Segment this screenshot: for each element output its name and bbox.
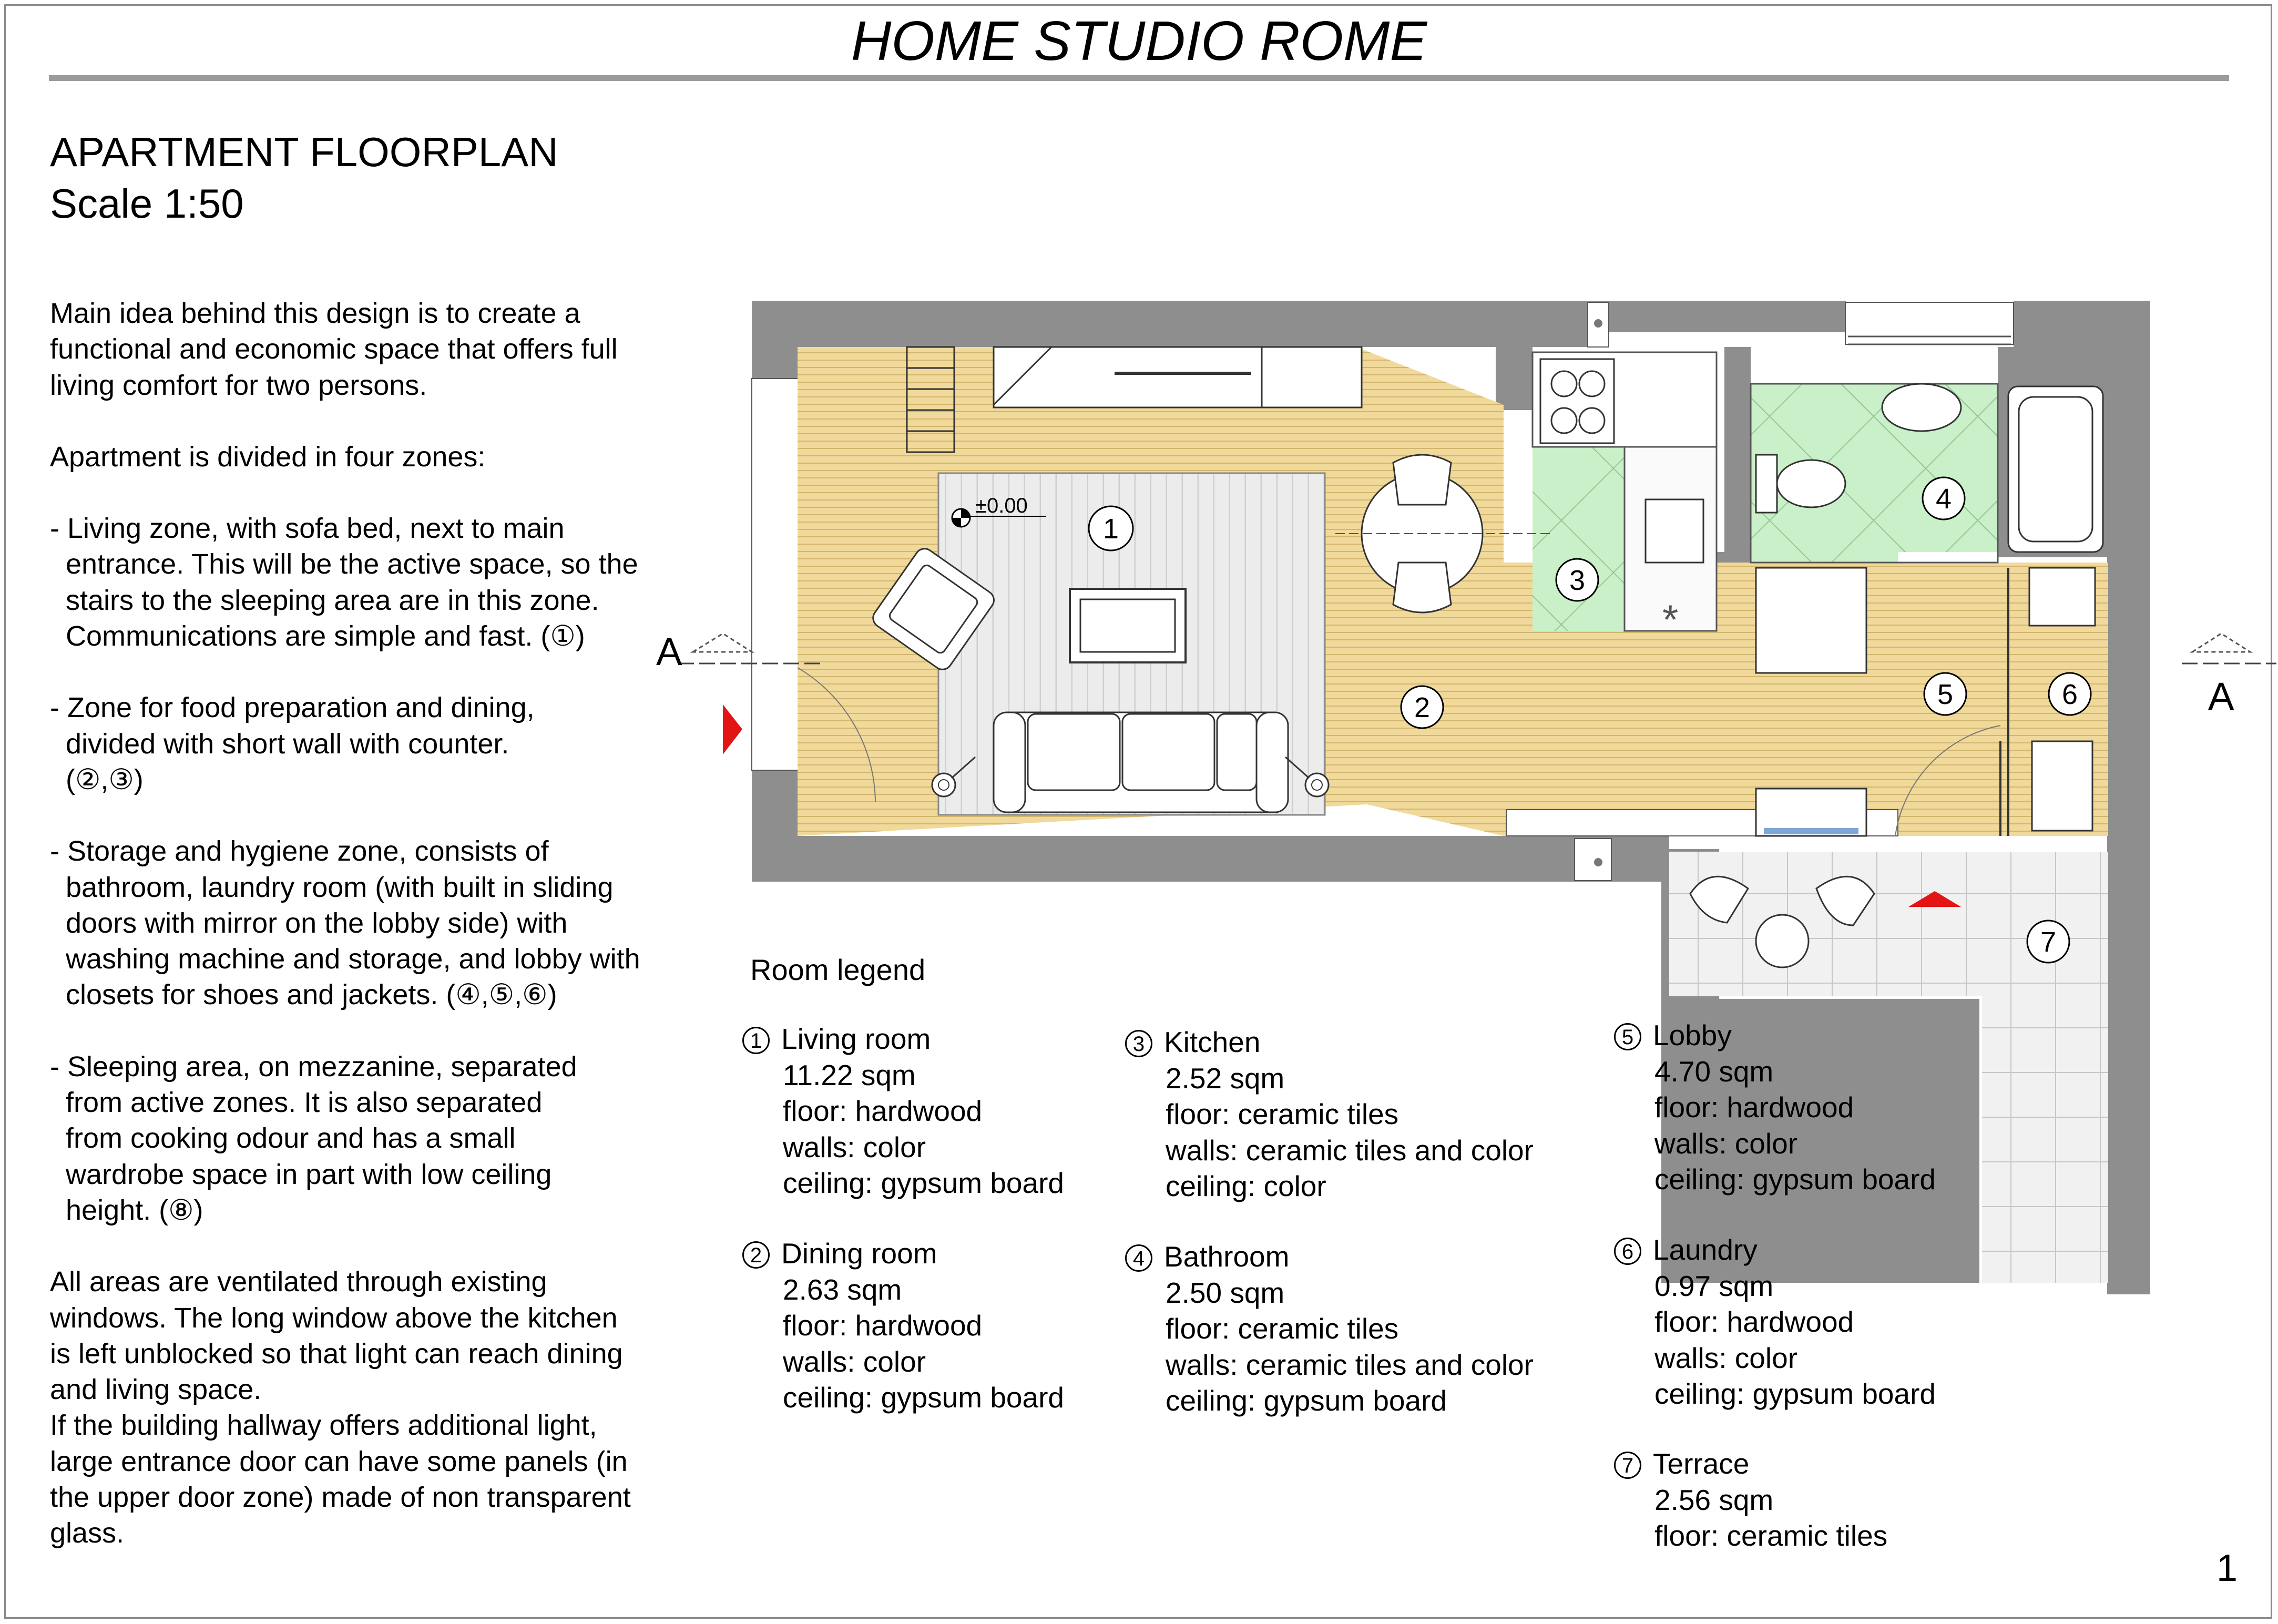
- description-line: Main idea behind this design is to create a: [50, 298, 580, 329]
- legend-area: 4.70 sqm: [1654, 1055, 1774, 1088]
- legend-walls: walls: ceramic tiles and color: [1166, 1133, 1534, 1167]
- toilet: [1777, 460, 1845, 507]
- legend-room-name: Kitchen: [1164, 1026, 1261, 1058]
- legend-floor: floor: ceramic tiles: [1654, 1519, 1888, 1552]
- legend-walls: walls: color: [1654, 1127, 1798, 1160]
- dining-chair: [1393, 563, 1451, 612]
- description-line: living comfort for two persons.: [50, 369, 427, 401]
- room-number: 5: [1937, 679, 1954, 710]
- legend-room-name: Laundry: [1653, 1233, 1758, 1266]
- room-number: 4: [1935, 483, 1952, 515]
- legend-walls: walls: color: [783, 1345, 926, 1378]
- description-line: stairs to the sleeping area are in this zone.: [50, 584, 599, 616]
- legend-title: Room legend: [750, 953, 926, 986]
- room-number: 7: [2040, 926, 2057, 958]
- plan-scale: Scale 1:50: [50, 180, 244, 227]
- legend-entry-terrace: [1614, 1446, 1887, 1554]
- legend-area: 11.22 sqm: [783, 1058, 916, 1091]
- plan-heading: APARTMENT FLOORPLAN: [50, 129, 558, 175]
- legend-number: 4: [1125, 1244, 1152, 1272]
- section-label-right: A: [2208, 675, 2234, 718]
- description-line: Communications are simple and fast. (①): [50, 620, 585, 652]
- description-line: - Living zone, with sofa bed, next to main: [50, 513, 565, 545]
- legend-walls: walls: color: [783, 1130, 926, 1163]
- stove: [1540, 359, 1614, 443]
- legend-area: 2.52 sqm: [1166, 1061, 1285, 1095]
- legend-number: 3: [1125, 1030, 1152, 1057]
- legend-floor: floor: ceramic tiles: [1166, 1098, 1399, 1130]
- description-line: Apartment is divided in four zones:: [50, 441, 486, 473]
- storage-cabinet: [2032, 741, 2092, 831]
- terrace-table: [1756, 915, 1809, 967]
- section-label-left: A: [656, 630, 682, 673]
- sheet-title: HOME STUDIO ROME: [851, 10, 1427, 72]
- description-line: from cooking odour and has a small: [50, 1122, 516, 1155]
- entrance-marker-icon: [723, 704, 742, 754]
- legend-floor: floor: hardwood: [1654, 1091, 1854, 1123]
- legend-ceiling: ceiling: color: [1166, 1170, 1326, 1202]
- room-number: 6: [2061, 679, 2078, 710]
- legend-floor: floor: ceramic tiles: [1166, 1312, 1399, 1345]
- room-number: 3: [1569, 565, 1586, 596]
- legend-floor: floor: hardwood: [1654, 1305, 1854, 1338]
- description-line: large entrance door can have some panels (in: [50, 1445, 628, 1477]
- legend-area: 2.56 sqm: [1654, 1483, 1774, 1516]
- legend-number: 7: [1614, 1452, 1641, 1479]
- section-arrow-icon: [693, 634, 752, 652]
- legend-entry-kitchen: [1125, 1024, 1534, 1204]
- page-number: 1: [2216, 1547, 2238, 1589]
- description-line: If the building hallway offers additional light,: [50, 1409, 597, 1442]
- legend-room-name: Terrace: [1653, 1447, 1750, 1480]
- legend-entry-laundry: [1614, 1232, 1936, 1412]
- description-line: (②,③): [50, 763, 144, 795]
- legend-floor: floor: hardwood: [783, 1095, 983, 1127]
- description-line: - Sleeping area, on mezzanine, separated: [50, 1050, 577, 1082]
- description-line: from active zones. It is also separated: [50, 1087, 543, 1119]
- description-line: - Storage and hygiene zone, consists of: [50, 835, 549, 867]
- bathtub: [2008, 386, 2103, 552]
- fridge-icon: *: [1662, 596, 1679, 642]
- legend-ceiling: ceiling: gypsum board: [1166, 1384, 1447, 1417]
- legend-room-name: Living room: [781, 1023, 931, 1055]
- legend-entry-living: [742, 1021, 1064, 1201]
- legend-room-name: Bathroom: [1164, 1240, 1290, 1273]
- section-arrow-icon: [2192, 634, 2250, 652]
- description-line: bathroom, laundry room (with built in sliding: [50, 871, 614, 903]
- sink: [1646, 499, 1703, 563]
- description-line: functional and economic space that offers full: [50, 333, 618, 365]
- legend-ceiling: ceiling: gypsum board: [783, 1381, 1065, 1414]
- description-line: divided with short wall with counter.: [50, 728, 509, 760]
- washing-machine: [2029, 568, 2095, 626]
- legend-number: 1: [742, 1027, 770, 1054]
- legend-room-name: Dining room: [781, 1237, 937, 1270]
- legend-ceiling: ceiling: gypsum board: [1654, 1377, 1936, 1410]
- room-number: 1: [1102, 513, 1119, 545]
- legend-area: 2.50 sqm: [1166, 1276, 1285, 1309]
- description-line: and living space.: [50, 1374, 262, 1406]
- description-line: entrance. This will be the active space, so the: [50, 548, 638, 580]
- dining-chair: [1393, 455, 1451, 505]
- description-line: wardrobe space in part with low ceiling: [50, 1158, 552, 1190]
- description-line: height. (⑧): [50, 1194, 203, 1226]
- description-line: closets for shoes and jackets. (④,⑤,⑥): [50, 979, 557, 1011]
- legend-floor: floor: hardwood: [783, 1309, 983, 1342]
- legend-ceiling: ceiling: gypsum board: [783, 1167, 1065, 1199]
- description-line: windows. The long window above the kitchen: [50, 1302, 618, 1334]
- lobby-strip: [1764, 828, 1858, 834]
- legend-ceiling: ceiling: gypsum board: [1654, 1163, 1936, 1196]
- window-marker: [1594, 319, 1602, 328]
- description-line: doors with mirror on the lobby side) with: [50, 907, 568, 939]
- legend-entry-lobby: [1614, 1017, 1936, 1198]
- description-line: glass.: [50, 1517, 125, 1549]
- description-line: the upper door zone) made of non transparent: [50, 1482, 631, 1514]
- description-line: All areas are ventilated through existing: [50, 1266, 547, 1298]
- description-line: is left unblocked so that light can reach dining: [50, 1337, 623, 1370]
- legend-area: 2.63 sqm: [783, 1273, 902, 1306]
- legend-entry-bathroom: [1125, 1239, 1534, 1419]
- legend-area: 0.97 sqm: [1654, 1269, 1774, 1302]
- closet: [1756, 568, 1866, 673]
- level-label: ±0.00: [975, 494, 1028, 517]
- description-line: - Zone for food preparation and dining,: [50, 692, 535, 724]
- legend-room-name: Lobby: [1653, 1019, 1732, 1051]
- legend-number: 5: [1614, 1023, 1641, 1050]
- description-line: washing machine and storage, and lobby with: [50, 943, 640, 975]
- sofa-bed: [994, 712, 1288, 812]
- washbasin: [1882, 384, 1961, 431]
- legend-entry-dining: [742, 1235, 1064, 1416]
- room-number: 2: [1414, 692, 1431, 723]
- legend-walls: walls: ceramic tiles and color: [1166, 1348, 1534, 1381]
- legend-number: 2: [742, 1241, 770, 1269]
- legend-walls: walls: color: [1654, 1341, 1798, 1374]
- window-marker: [1594, 858, 1602, 866]
- legend-number: 6: [1614, 1238, 1641, 1265]
